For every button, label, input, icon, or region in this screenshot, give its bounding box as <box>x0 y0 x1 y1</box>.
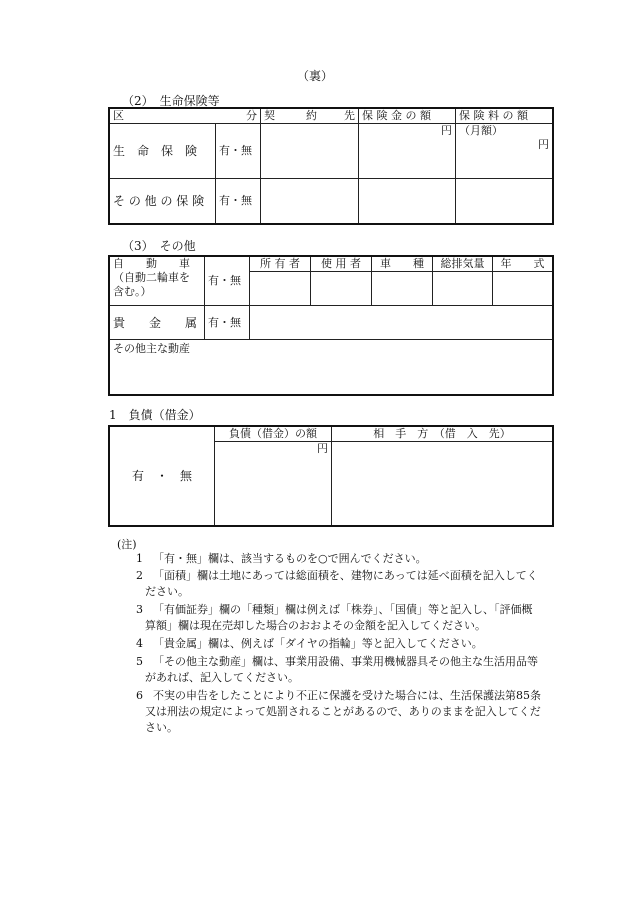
row-label-life: 生 命 保 険 <box>110 124 216 179</box>
note-text: 算額」欄は現在売却した場合のおおよその金額を記入してください。 <box>145 619 486 632</box>
kikinzoku-flag[interactable]: 有・無 <box>205 306 250 340</box>
note-num: 6 <box>136 689 143 702</box>
monthly-label: （月額） <box>459 124 503 137</box>
car-header-owner: 所 有 者 <box>250 257 311 272</box>
note-text: さい。 <box>145 721 178 734</box>
flag-other[interactable]: 有・無 <box>216 179 261 224</box>
debt-cell-party[interactable] <box>332 442 553 526</box>
debt-header-party: 相 手 方 （借 入 先） <box>332 427 553 442</box>
section2-heading: （2） 生命保険等 <box>122 94 220 108</box>
note-num: 4 <box>136 637 143 650</box>
note-text: ださい。 <box>145 585 189 598</box>
section3-heading: （3） その他 <box>122 239 196 253</box>
yen-label: 円 <box>441 124 452 137</box>
debt-table <box>109 426 553 526</box>
table-row <box>110 340 553 395</box>
kubun-header <box>110 109 261 124</box>
car-header-user: 使 用 者 <box>311 257 372 272</box>
yen-label: 円 <box>317 442 328 455</box>
note-text: 「その他主な動産」欄は、事業用設備、事業用機械器具その他主な生活用品等 <box>153 655 538 668</box>
cell-keiyaku-other[interactable] <box>261 179 359 224</box>
debt-flag[interactable]: 有 ・ 無 <box>110 427 215 526</box>
note-text: 「貴金属」欄は、例えば「ダイヤの指輪」等と記入してください。 <box>153 637 483 650</box>
page-title: （裏） <box>296 69 333 83</box>
cell-keiyaku-life[interactable] <box>261 124 359 179</box>
note-num: 5 <box>136 655 143 668</box>
insurance-table <box>109 108 553 224</box>
note-text: 又は刑法の規定によって処罰されることがあるので、ありのままを記入してくだ <box>145 705 541 718</box>
flag-life[interactable]: 有・無 <box>216 124 261 179</box>
cell-hokenryo-other[interactable] <box>456 179 553 224</box>
kikinzoku-label: 貴 金 属 <box>110 306 205 340</box>
kikinzoku-cell[interactable] <box>250 306 553 340</box>
table-row <box>110 124 553 179</box>
table-row <box>110 306 553 340</box>
hokenryo-header: 保 険 料 の 額 <box>456 109 553 124</box>
cell-hokenkin-life[interactable] <box>359 124 456 179</box>
note-text: 不実の申告をしたことにより不正に保護を受けた場合には、生活保護法第85条 <box>153 689 541 702</box>
note-text: 「有・無」欄は、該当するものを○で囲んでください。 <box>153 552 427 565</box>
notes-heading: (注) <box>117 538 137 551</box>
car-header-type: 車 種 <box>372 257 433 272</box>
debt-header-amount: 負債（借金）の額 <box>215 427 332 442</box>
debt-cell-amount[interactable] <box>215 442 332 526</box>
cell-hokenkin-other[interactable] <box>359 179 456 224</box>
note-num: 3 <box>136 603 143 616</box>
note-text: 「面積」欄は土地にあっては総面積を、建物にあっては延べ面積を記入してく <box>153 569 538 582</box>
row-label-other: そ の 他 の 保 険 <box>110 179 216 224</box>
car-label <box>110 257 205 306</box>
keiyaku-header <box>261 109 359 124</box>
keiyaku-b: 約 <box>306 109 317 122</box>
car-flag[interactable]: 有・無 <box>205 257 250 306</box>
table-row <box>110 179 553 224</box>
car-header-displacement: 総排気量 <box>433 257 493 272</box>
car-label-1: 自 動 車 <box>113 257 190 270</box>
keiyaku-a: 契 <box>264 109 275 122</box>
other-assets-table <box>109 256 553 395</box>
kubun-left: 区 <box>113 109 124 122</box>
hokenkin-header: 保 険 金 の 額 <box>359 109 456 124</box>
other-movables-label: その他主な動産 <box>113 342 190 355</box>
keiyaku-c: 先 <box>344 109 355 122</box>
note-num: 1 <box>136 552 143 565</box>
cell-hokenryo-life[interactable] <box>456 124 553 179</box>
note-num: 2 <box>136 569 143 582</box>
kubun-right: 分 <box>246 109 257 122</box>
car-cell-user[interactable] <box>311 272 372 306</box>
car-label-2: （自動二輪車を <box>113 271 190 284</box>
car-cell-displacement[interactable] <box>433 272 493 306</box>
car-cell-type[interactable] <box>372 272 433 306</box>
yen-label: 円 <box>538 138 549 151</box>
car-cell-year[interactable] <box>493 272 553 306</box>
car-cell-owner[interactable] <box>250 272 311 306</box>
note-text: があれば、記入してください。 <box>145 671 299 684</box>
other-movables-cell[interactable] <box>110 340 553 395</box>
car-header-year: 年 式 <box>493 257 553 272</box>
note-text: 「有価証券」欄の「種類」欄は例えば「株券」、「国債」等と記入し、「評価概 <box>153 603 533 616</box>
car-label-3: 含む。） <box>113 285 152 298</box>
debt-heading: 1 負債（借金） <box>109 408 201 422</box>
